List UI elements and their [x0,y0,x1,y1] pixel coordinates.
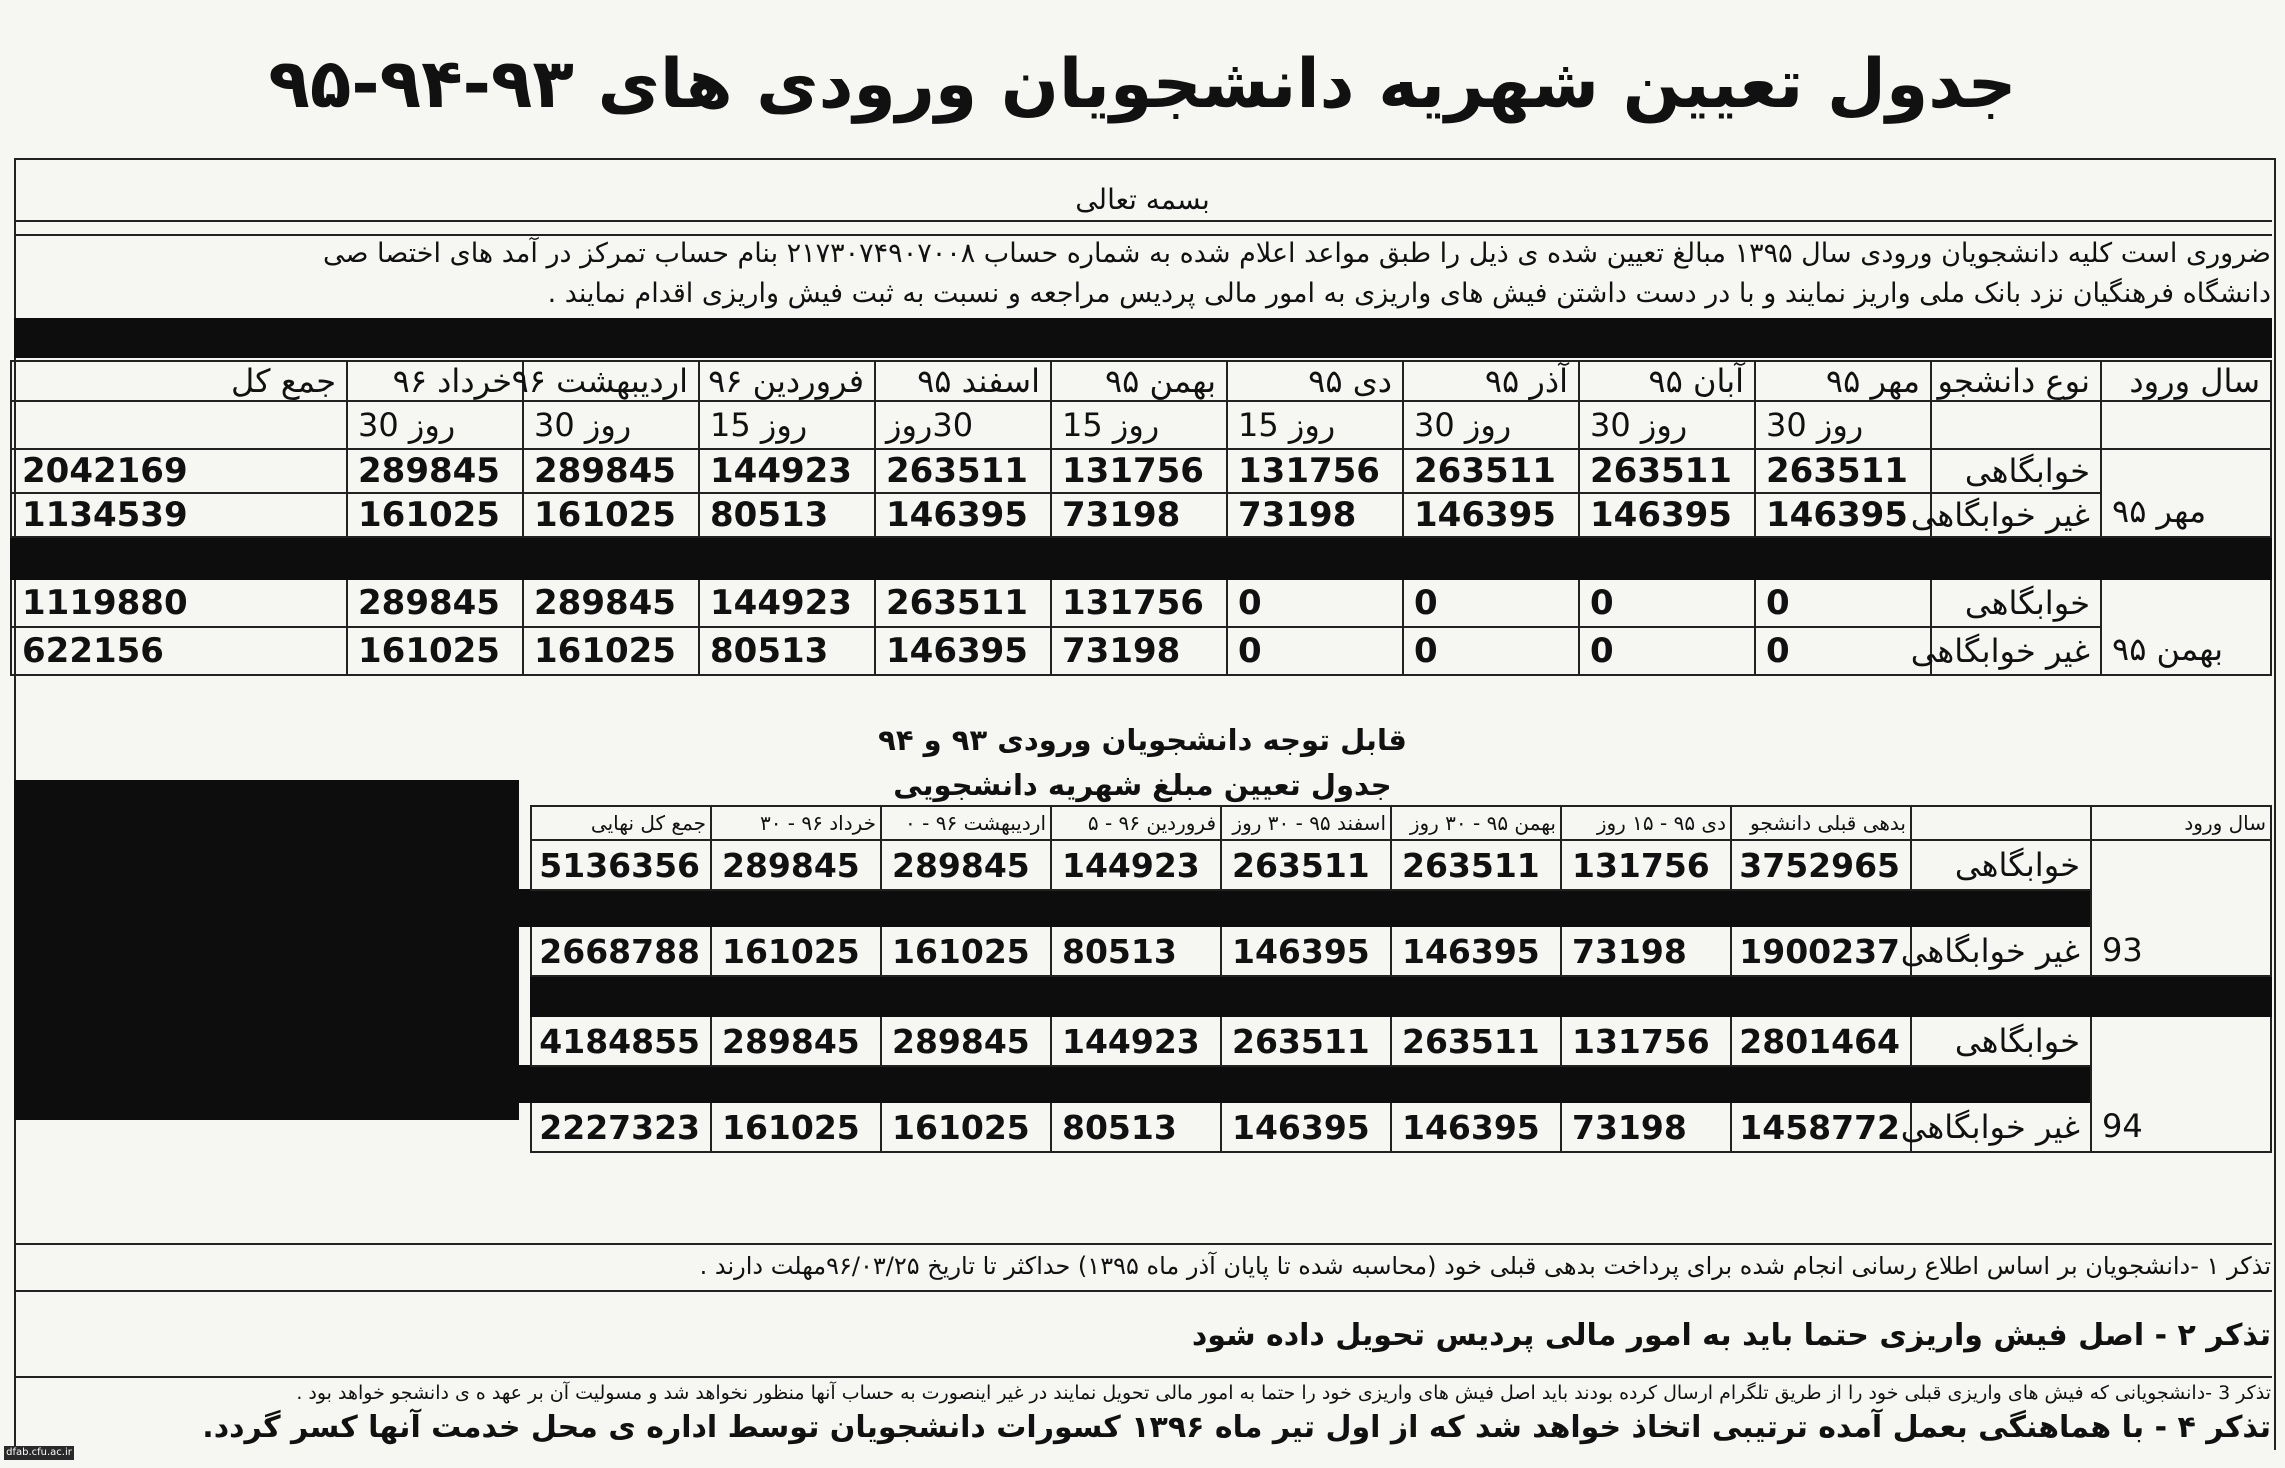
amount-cell: 144923 [1051,840,1221,890]
divider [14,1376,2272,1378]
band-cell [513,1066,2091,1102]
entry-year: بهمن ۹۵ [2101,579,2271,675]
duration-row [11,401,2271,449]
amount-cell: 144923 [1051,1016,1221,1066]
column-header: فروردین ۹۶ - ۵ [1051,806,1221,840]
amount-cell: 289845 [711,1016,881,1066]
student-type: خوابگاهی [1911,1016,2091,1066]
amount-cell: 73198 [1051,627,1227,675]
separator-band [11,537,2271,579]
amount-cell: 289845 [347,579,523,627]
header-row [11,361,2271,401]
table-row [513,840,2271,890]
amount-cell: 289845 [881,840,1051,890]
divider [14,220,2272,222]
separator-band [513,976,2271,1016]
note-3: تذکر 3 -دانشجویانی که فیش های واریزی قبلی خود را از طریق تلگرام ارسال کرده بودند باید اصل فیش های واریزی خود را حتما به امور مالی تحویل نمایند در غیر اینصورت به حساب آنها منظور نخواهد شد و مسولیت آن بر عهد ه ی دانشجو خواهد بود . [296,1382,2271,1404]
column-header: خرداد ۹۶ [347,361,523,401]
amount-cell: 263511 [1403,449,1579,493]
amount-cell: 0 [1403,579,1579,627]
amount-cell: 146395 [1221,1102,1391,1152]
amount-cell: 80513 [699,627,875,675]
amount-cell: 0 [1579,579,1755,627]
amount-cell: 146395 [1403,493,1579,537]
column-header: اردیبهشت ۹۶ [523,361,699,401]
amount-cell: 0 [1403,627,1579,675]
note-1: تذکر ۱ -دانشجویان بر اساس اطلاع رسانی انجام شده برای پرداخت بدهی قبلی خود (محاسبه شده تا پایان آذر ماه ۱۳۹۵) حداکثر تا تاریخ ۹۶/۰۳/۲۵مهلت دارند . [699,1252,2271,1280]
table-row [11,627,2271,675]
amount-cell: 2801464 [1731,1016,1911,1066]
divider [14,234,2272,236]
column-header: اسفند ۹۵ - ۳۰ روز [1221,806,1391,840]
amount-cell: 2227323 [531,1102,711,1152]
amount-cell: 146395 [1391,1102,1561,1152]
separator-band [513,890,2271,926]
column-header: اسفند ۹۵ [875,361,1051,401]
column-header: بهمن ۹۵ [1051,361,1227,401]
duration-cell: روز 30 [1579,401,1755,449]
amount-cell: 131756 [1051,449,1227,493]
column-header: فروردین ۹۶ [699,361,875,401]
band-cell [531,976,2271,1016]
column-header: دی ۹۵ - ۱۵ روز [1561,806,1731,840]
amount-cell: 131756 [1227,449,1403,493]
amount-cell: 2668788 [531,926,711,976]
duration-cell: روز 30 [347,401,523,449]
column-header: آبان ۹۵ [1579,361,1755,401]
amount-cell: 1458772 [1731,1102,1911,1152]
column-header: خرداد ۹۶ - ۳۰ [711,806,881,840]
amount-cell: 0 [1227,579,1403,627]
amount-cell: 263511 [1221,1016,1391,1066]
amount-cell: 1119880 [11,579,347,627]
divider [14,1243,2272,1245]
amount-cell: 161025 [711,1102,881,1152]
amount-cell: 289845 [711,840,881,890]
amount-cell: 263511 [1391,840,1561,890]
duration-cell [1931,401,2101,449]
table-row [513,1102,2271,1152]
section-note: قابل توجه دانشجویان ورودی ۹۳ و ۹۴ [878,723,1407,757]
amount-cell: 4184855 [531,1016,711,1066]
entry-year: 94 [2091,1016,2271,1152]
amount-cell: 146395 [1579,493,1755,537]
amount-cell: 622156 [11,627,347,675]
table-row [11,449,2271,493]
student-type: غیر خوابگاهی [1911,926,2091,976]
note-4: تذکر ۴ - با هماهنگی بعمل آمده ترتیبی اتخاذ خواهد شد که از اول تیر ماه ۱۳۹۶ کسورات دانشجویان توسط اداره ی محل خدمت آنها کسر گردد. [202,1410,2271,1445]
amount-cell: 289845 [523,449,699,493]
note-2: تذکر ۲ - اصل فیش واریزی حتما باید به امور مالی پردیس تحویل داده شود [1191,1318,2271,1353]
tuition-table-95 [10,360,2272,676]
amount-cell: 263511 [1391,1016,1561,1066]
amount-cell: 161025 [711,926,881,976]
amount-cell: 263511 [1221,840,1391,890]
amount-cell: 131756 [1561,1016,1731,1066]
amount-cell: 0 [1755,579,1931,627]
column-header: بدهی قبلی دانشجو [1731,806,1911,840]
amount-cell: 263511 [1579,449,1755,493]
amount-cell: 3752965 [1731,840,1911,890]
student-type: خوابگاهی [1931,579,2101,627]
column-header: بهمن ۹۵ - ۳۰ روز [1391,806,1561,840]
black-band [14,780,519,1120]
column-header: اردیبهشت ۹۶ - ۰ [881,806,1051,840]
column-header: سال ورود [2091,806,2271,840]
student-type: خوابگاهی [1911,840,2091,890]
amount-cell: 161025 [881,926,1051,976]
watermark-logo: dfab.cfu.ac.ir [4,1446,74,1460]
amount-cell: 73198 [1561,926,1731,976]
student-type: خوابگاهی [1931,449,2101,493]
student-type: غیر خوابگاهی [1911,1102,2091,1152]
duration-cell: روز 15 [699,401,875,449]
column-header: جمع کل نهایی [531,806,711,840]
black-band [14,318,2272,358]
duration-cell: روز 30 [523,401,699,449]
column-header: جمع کل [11,361,347,401]
amount-cell: 263511 [1755,449,1931,493]
basmala: بسمه تعالی [1075,183,1210,216]
intro-line-2: دانشگاه فرهنگیان نزد بانک ملی واریز نمایند و با در دست داشتن فیش های واریزی به امور مالی پردیس مراجعه و نسبت به ثبت فیش واریزی اقدام نمایند . [547,278,2271,309]
amount-cell: 73198 [1051,493,1227,537]
amount-cell: 131756 [1561,840,1731,890]
column-header: نوع دانشجو [1931,361,2101,401]
table-row [513,1016,2271,1066]
entry-year: 93 [2091,840,2271,976]
column-header: مهر ۹۵ [1755,361,1931,401]
separator-band [513,1066,2271,1102]
column-header: دی ۹۵ [1227,361,1403,401]
duration-cell: روز 15 [1051,401,1227,449]
amount-cell: 146395 [1391,926,1561,976]
amount-cell: 0 [1579,627,1755,675]
amount-cell: 144923 [699,449,875,493]
amount-cell: 289845 [523,579,699,627]
student-type: غیر خوابگاهی [1931,627,2101,675]
duration-cell: 30روز [875,401,1051,449]
amount-cell: 289845 [347,449,523,493]
amount-cell: 146395 [1221,926,1391,976]
tuition-table-93-94 [512,805,2272,1153]
page-title: جدول تعیین شهریه دانشجویان ورودی های ۹۳-۹۴-۹۵ [268,45,2017,124]
amount-cell: 146395 [1755,493,1931,537]
amount-cell: 5136356 [531,840,711,890]
header-row [513,806,2271,840]
intro-line-1: ضروری است کلیه دانشجویان ورودی سال ۱۳۹۵ مبالغ تعیین شده ی ذیل را طبق مواعد اعلام شده به شماره حساب ۲۱۷۳۰۷۴۹۰۷۰۰۸ بنام حساب تمرکز در آمد های اختصا صی [323,238,2271,269]
amount-cell: 263511 [875,579,1051,627]
band-cell [11,537,2271,579]
duration-cell: روز 30 [1755,401,1931,449]
amount-cell: 146395 [875,627,1051,675]
amount-cell: 80513 [1051,926,1221,976]
duration-cell: روز 30 [1403,401,1579,449]
amount-cell: 73198 [1227,493,1403,537]
duration-cell [11,401,347,449]
table-row [11,579,2271,627]
amount-cell: 146395 [875,493,1051,537]
amount-cell: 2042169 [11,449,347,493]
column-header [1911,806,2091,840]
amount-cell: 131756 [1051,579,1227,627]
amount-cell: 144923 [699,579,875,627]
amount-cell: 0 [1755,627,1931,675]
duration-cell: روز 15 [1227,401,1403,449]
amount-cell: 80513 [699,493,875,537]
column-header: سال ورود [2101,361,2271,401]
amount-cell: 161025 [881,1102,1051,1152]
entry-year: مهر ۹۵ [2101,449,2271,537]
duration-cell [2101,401,2271,449]
table2-title: جدول تعیین مبلغ شهریه دانشجویی [893,768,1392,802]
student-type: غیر خوابگاهی [1931,493,2101,537]
amount-cell: 1134539 [11,493,347,537]
table-row [513,926,2271,976]
amount-cell: 80513 [1051,1102,1221,1152]
amount-cell: 1900237 [1731,926,1911,976]
amount-cell: 0 [1227,627,1403,675]
amount-cell: 161025 [347,493,523,537]
band-cell [513,890,2091,926]
table-row [11,493,2271,537]
amount-cell: 73198 [1561,1102,1731,1152]
amount-cell: 161025 [347,627,523,675]
amount-cell: 161025 [523,627,699,675]
column-header: آذر ۹۵ [1403,361,1579,401]
amount-cell: 263511 [875,449,1051,493]
amount-cell: 161025 [523,493,699,537]
amount-cell: 289845 [881,1016,1051,1066]
divider [14,1290,2272,1292]
